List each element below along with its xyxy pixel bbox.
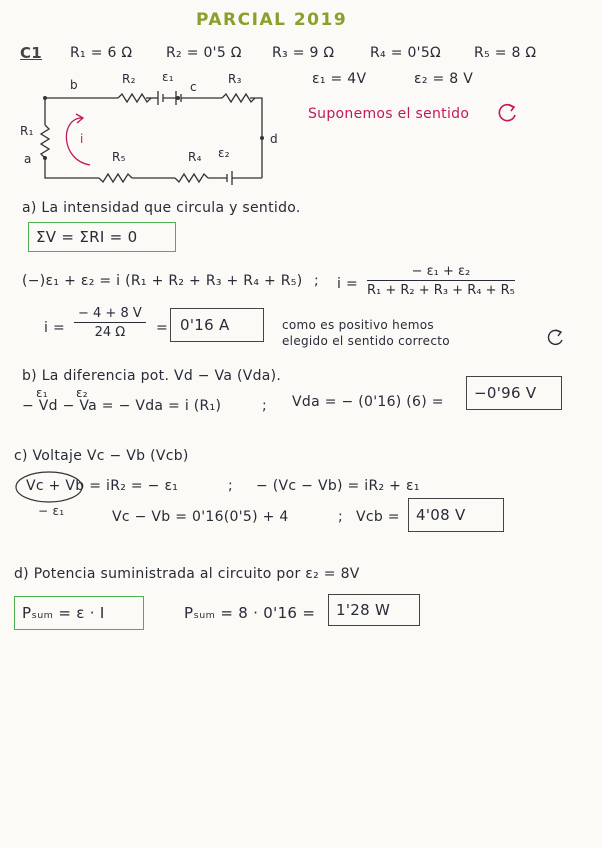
- equals-sign: =: [156, 320, 169, 336]
- current-value-fraction: [74, 306, 146, 340]
- part-b-sup-e1: ε₁: [36, 386, 48, 400]
- part-c-heading: c) Voltaje Vc − Vb (Vcb): [14, 448, 189, 464]
- given-r1: R₁ = 6 Ω: [70, 45, 133, 61]
- given-e1: ε₁ = 4V: [312, 71, 367, 87]
- current-value-den: 24 Ω: [94, 325, 126, 340]
- given-r5: R₅ = 8 Ω: [474, 45, 537, 61]
- part-b-heading: b) La diferencia pot. Vd − Va (Vda).: [22, 368, 282, 384]
- current-value-num: − 4 + 8 V: [74, 306, 146, 323]
- part-b-sep: ;: [262, 398, 268, 414]
- current-label: i: [80, 132, 84, 146]
- current-formula-den: R₁ + R₂ + R₃ + R₄ + R₅: [367, 283, 515, 298]
- vda-result: −0'96 V: [474, 384, 537, 402]
- label-e1: ε₁: [162, 70, 174, 84]
- part-a-heading: a) La intensidad que circula y sentido.: [22, 200, 301, 216]
- power-result: 1'28 W: [336, 601, 391, 619]
- clockwise-icon: [496, 100, 522, 124]
- part-b-sup-e2: ε₂: [76, 386, 88, 400]
- resistor-r5: [99, 174, 132, 182]
- part-c-sub-e1: − ε₁: [38, 504, 65, 518]
- clockwise-icon-2: [544, 326, 568, 348]
- node-d: d: [270, 132, 278, 146]
- kirchhoff-law: ΣV = ΣRI = 0: [36, 228, 138, 246]
- label-r1: R₁: [20, 124, 34, 138]
- resistor-r1: [41, 125, 49, 158]
- part-c-sep: ;: [228, 478, 234, 494]
- node-c: c: [190, 80, 197, 94]
- current-arrow-icon: [66, 118, 90, 165]
- part-b-equation-1: − Vd − Va = − Vda = i (R₁): [22, 398, 222, 414]
- page-title: PARCIAL 2019: [196, 10, 348, 30]
- label-r4: R₄: [188, 150, 202, 164]
- current-result: 0'16 A: [180, 316, 230, 334]
- label-r5: R₅: [112, 150, 126, 164]
- i-label: i =: [337, 276, 358, 292]
- assumption-note: Suponemos el sentido: [308, 106, 470, 122]
- comment-line-2: elegido el sentido correcto: [282, 334, 450, 348]
- vcb-label: Vcb =: [356, 509, 400, 525]
- i-label-2: i =: [44, 320, 65, 336]
- separator: ;: [314, 273, 320, 289]
- power-calc: Pₛᵤₘ = 8 · 0'16 =: [184, 604, 316, 622]
- comment-line-1: como es positivo hemos: [282, 318, 434, 332]
- given-r3: R₃ = 9 Ω: [272, 45, 335, 61]
- label-r2: R₂: [122, 72, 136, 86]
- problem-label: C1: [20, 44, 43, 62]
- part-c-equation-1: Vc + Vb = iR₂ = − ε₁: [26, 478, 179, 494]
- label-r3: R₃: [228, 72, 242, 86]
- given-e2: ε₂ = 8 V: [414, 71, 474, 87]
- part-c-sep-2: ;: [338, 509, 344, 525]
- vcb-result: 4'08 V: [416, 506, 466, 524]
- label-e2: ε₂: [218, 146, 230, 160]
- current-formula: [367, 264, 515, 298]
- part-b-equation-2: Vda = − (0'16) (6) =: [292, 394, 444, 410]
- node-a: a: [24, 152, 32, 166]
- part-c-equation-2: − (Vc − Vb) = iR₂ + ε₁: [256, 478, 420, 494]
- power-formula: Pₛᵤₘ = ε · I: [22, 604, 105, 622]
- part-d-heading: d) Potencia suministrada al circuito por ε₂ = 8V: [14, 566, 360, 582]
- resistor-r4: [175, 174, 208, 182]
- given-r2: R₂ = 0'5 Ω: [166, 45, 242, 61]
- part-c-equation-3: Vc − Vb = 0'16(0'5) + 4: [112, 509, 289, 525]
- node-b: b: [70, 78, 78, 92]
- given-r4: R₄ = 0'5Ω: [370, 45, 442, 61]
- loop-equation: (−)ε₁ + ε₂ = i (R₁ + R₂ + R₃ + R₄ + R₅): [22, 273, 303, 289]
- current-formula-num: − ε₁ + ε₂: [367, 264, 515, 281]
